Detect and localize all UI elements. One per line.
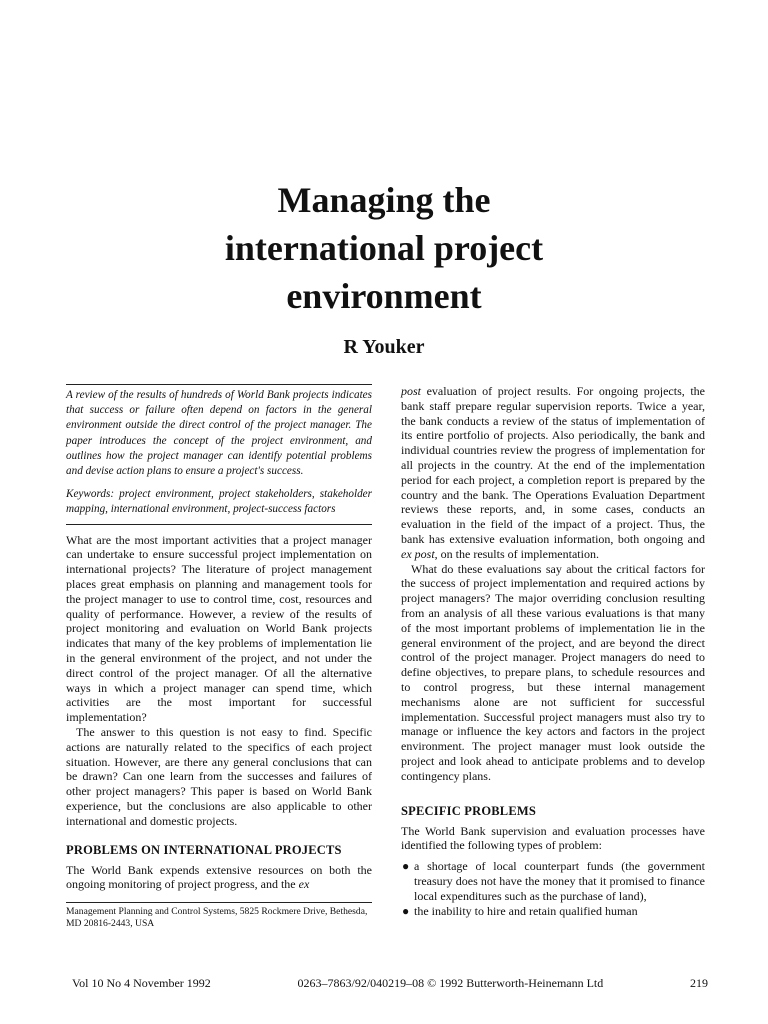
- bullet-icon: ●: [402, 859, 410, 874]
- list-item: [401, 859, 705, 903]
- problem-list: [401, 859, 705, 918]
- right-column: [401, 384, 705, 918]
- italic-text: ex post: [401, 546, 435, 561]
- abstract: A review of the results of hundreds of World Bank projects indicates that success or failure often depend on factors in the general environment outside the direct control of the project manager. The paper introduces the concept of the project environment, and outlines how the project manager can identify potential problems and devise action plans to ensure a project's success.: [66, 389, 372, 478]
- body-paragraph: [66, 863, 372, 893]
- list-item-text: a shortage of local counterpart funds (the government treasury does not have the money that it promised to finance local expenditures such as the purchase of land),: [414, 859, 705, 903]
- title-line: Managing the: [277, 180, 491, 220]
- paragraph-text: evaluation of project results. For ongoing projects, the bank staff prepare regular supervision reports. Twice a year, the bank conducts a review of the status of implementation of its entire portfolio of projects. Also periodically, the bank and individual countries review the progress of implementation for all projects in the country. At the end of the implementation period for each project, a completion report is prepared by the country and the bank. The Operations Evaluation Department reviews these reports, and, in some cases, conducts an evaluation in the field of the impact of a project. Thus, the bank has extensive evaluation information, both ongoing and: [401, 384, 705, 546]
- author-affiliation-footnote: Management Planning and Control Systems, 5825 Rockmere Drive, Bethesda, MD 20816-2443, USA: [66, 906, 368, 930]
- keywords: Keywords: project environment, project stakeholders, stakeholder mapping, international environment, project-success factors: [66, 488, 372, 516]
- section-heading: SPECIFIC PROBLEMS: [401, 803, 537, 818]
- page-footer: [72, 976, 708, 991]
- italic-text: post: [401, 384, 422, 398]
- footnote-rule: [66, 902, 372, 903]
- body-paragraph: What do these evaluations say about the critical factors for the success of project implementation and required actions by project managers? The major overriding conclusion resulting from an analysis of all these various evaluations is that many of the most important problems of implementation lie in the general environment of the project, and are beyond the direct control of the project manager. Project managers do need to define objectives, to prepare plans, to schedule resources and to control progress, but these internal management mechanisms alone are not sufficient for successful implementation. Successful project managers must also try to manage or influence the key actors and factors in the project environment. The project manager must look outside the project and look ahead to anticipate problems and to develop contingency plans.: [401, 561, 705, 783]
- paragraph-text: The World Bank expends extensive resources on both the ongoing monitoring of project progress, and the: [66, 862, 372, 892]
- list-item-text: the inability to hire and retain qualified human: [414, 903, 638, 918]
- abstract-top-rule: [66, 384, 372, 385]
- paragraph-text: , on the results of implementation.: [434, 546, 599, 561]
- author-name: R Youker: [343, 336, 425, 358]
- journal-issue: Vol 10 No 4 November 1992: [72, 976, 211, 990]
- body-paragraph: [401, 384, 705, 562]
- title-line: environment: [286, 276, 482, 316]
- copyright-line: 0263–7863/92/040219–08 © 1992 Butterworth-Heinemann Ltd: [297, 976, 604, 990]
- italic-text: ex: [298, 877, 310, 892]
- body-paragraph: The answer to this question is not easy to find. Specific actions are naturally related to the specifics of each project situation. However, are there any general conclusions that can be drawn? Can one learn from the successes and failures of other project managers? This paper is based on World Bank experience, but the conclusions are also applicable to other international and domestic projects.: [66, 724, 372, 828]
- left-column: [66, 384, 372, 930]
- bullet-icon: ●: [402, 903, 410, 918]
- abstract-bottom-rule: [66, 524, 372, 525]
- body-paragraph: The World Bank supervision and evaluation processes have identified the following types of problem:: [401, 823, 705, 853]
- page-number: 219: [690, 976, 708, 990]
- title-line: international project: [224, 228, 544, 268]
- list-item: [401, 904, 705, 919]
- section-heading: PROBLEMS ON INTERNATIONAL PROJECTS: [66, 842, 342, 857]
- article-title: [100, 176, 668, 320]
- body-paragraph: What are the most important activities that a project manager can undertake to ensure successful project implementation on international projects? The literature of project management places great emphasis on planning and management tools for the project manager to use to control time, cost, resources and quality of performance. However, a review of the results of project monitoring and evaluation on World Bank projects indicates that many of the key problems of implementation lie in the general environment of the project, and not under the direct control of the project manager. Of all the alternative ways in which a project manager can spend time, which activities are the most important for successful implementation?: [66, 532, 372, 725]
